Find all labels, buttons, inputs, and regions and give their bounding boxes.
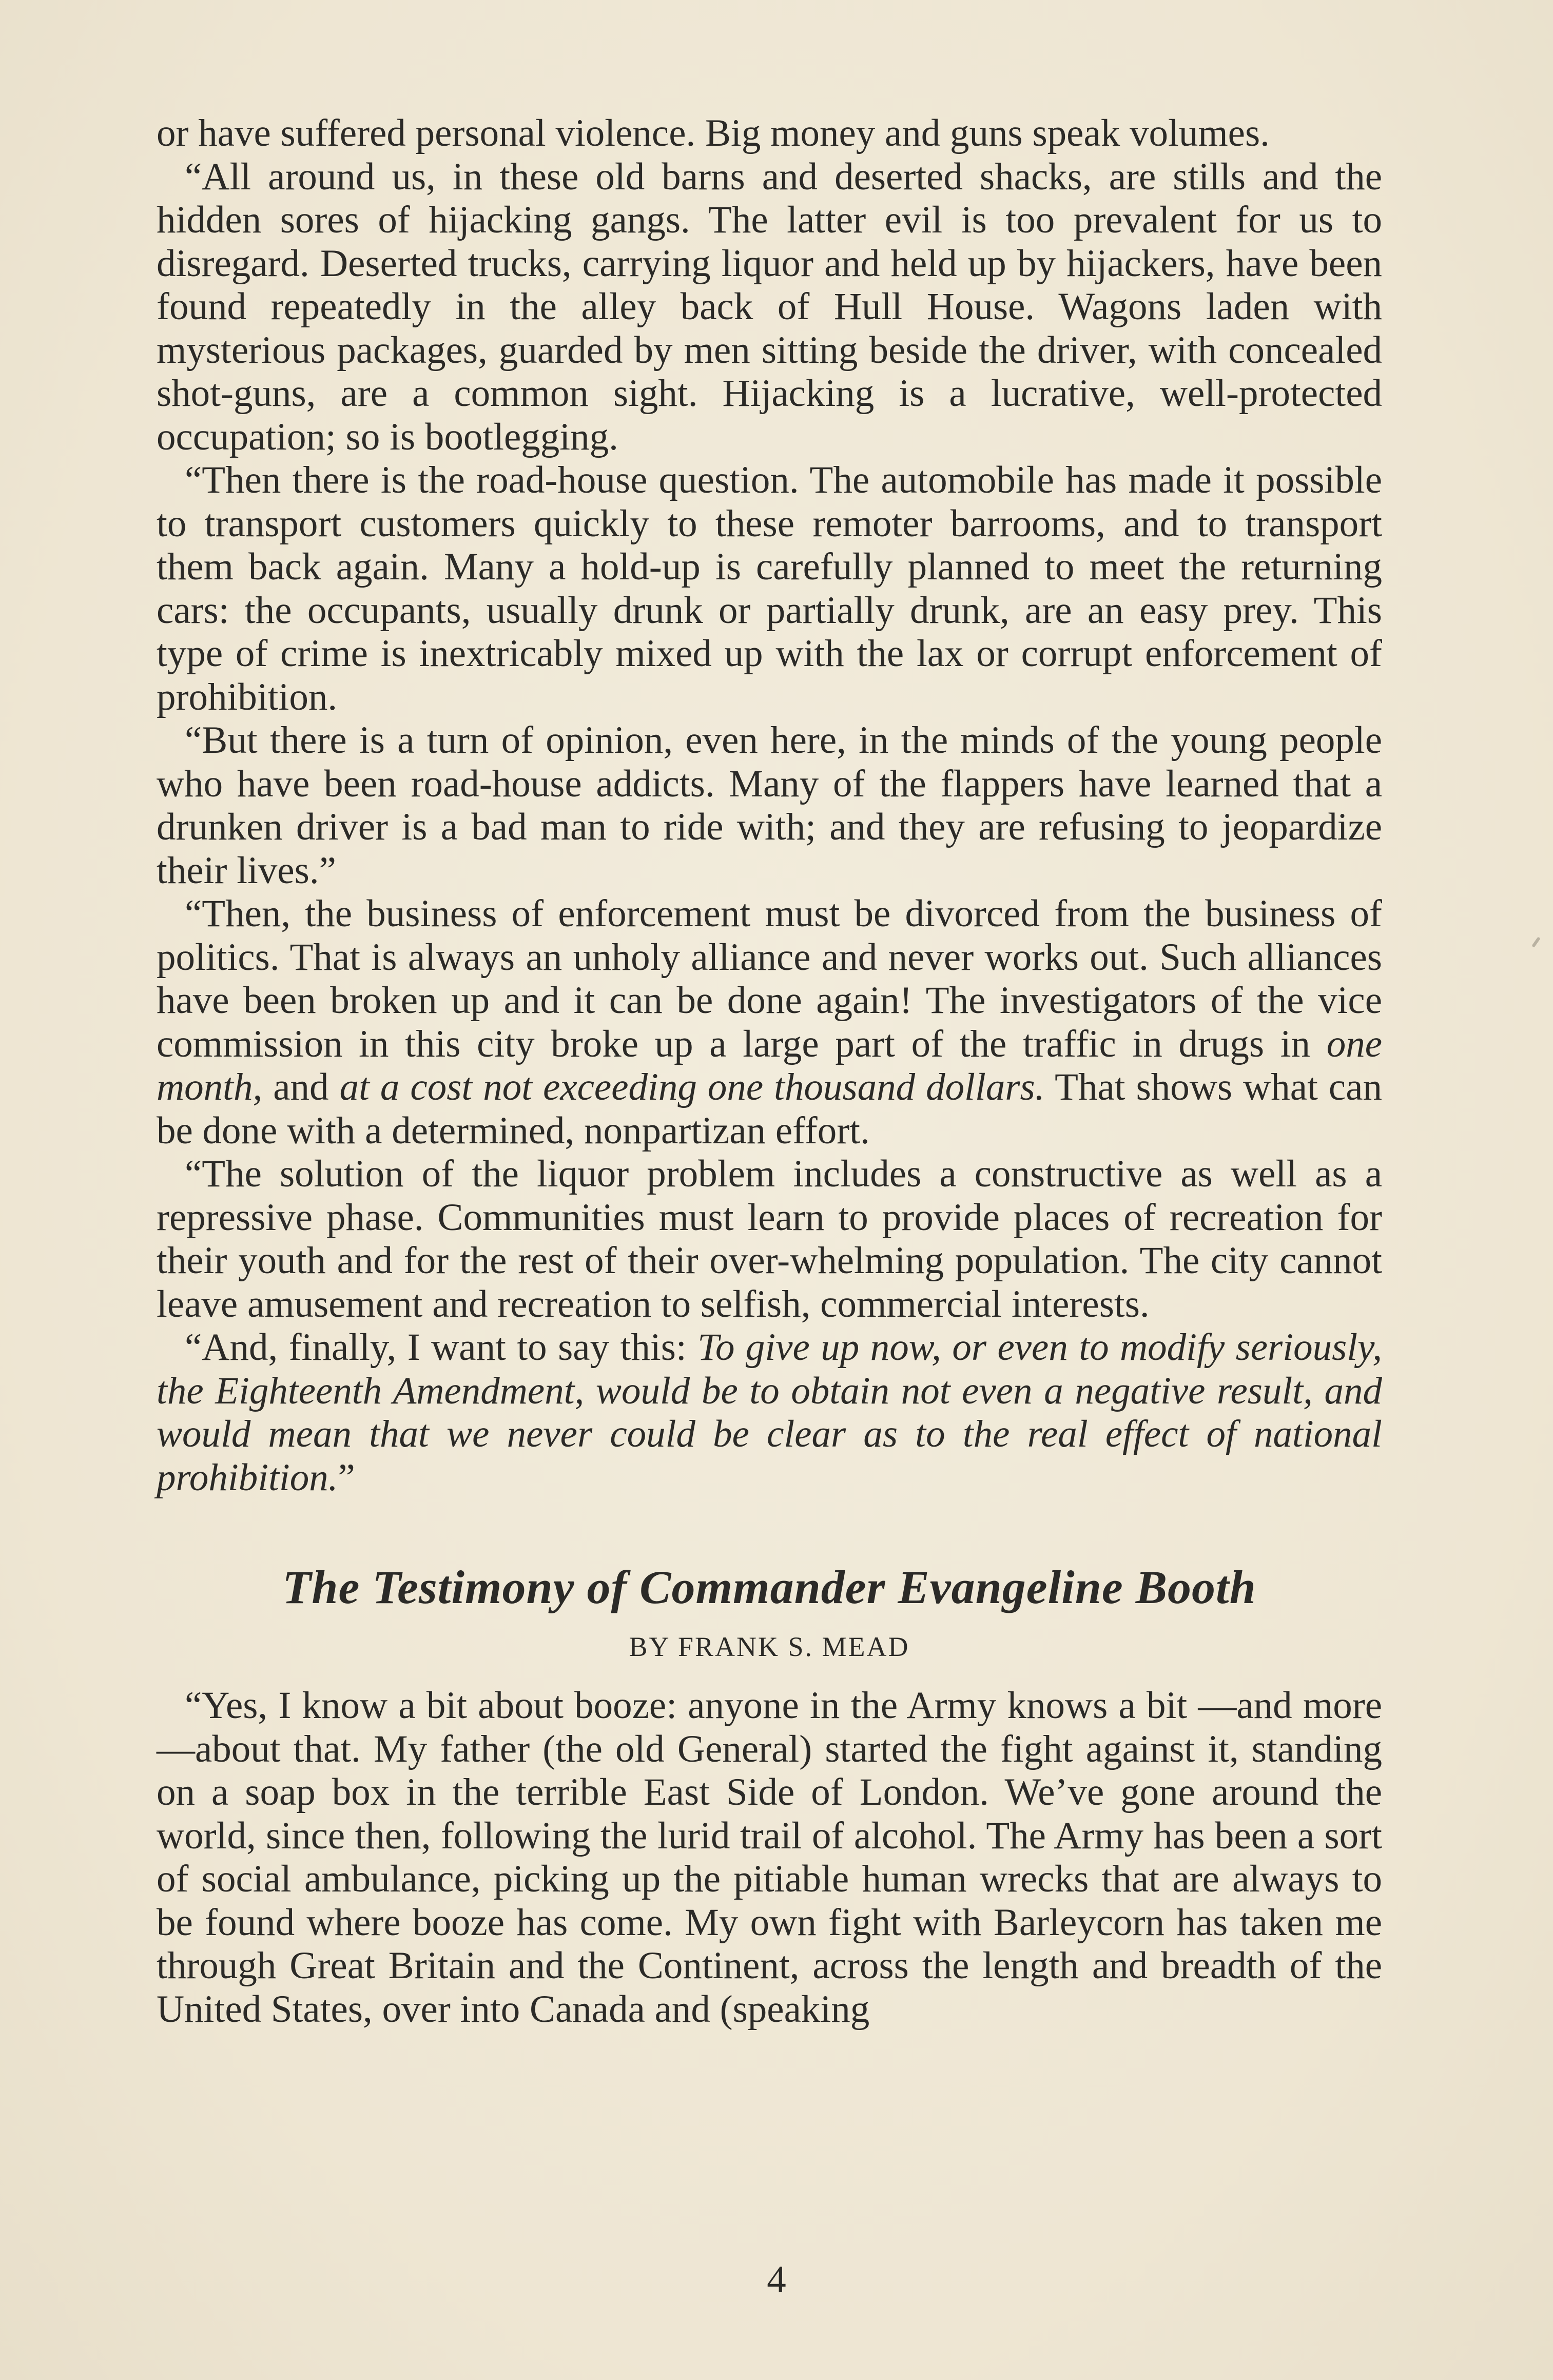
italic-text: To give up now, or even to modify seriously, the Eighteenth Amendment, would be to obtain not even a negative result, and would mean that we never could be clear as to the real effect of national prohibition. [157, 1326, 1382, 1499]
paragraph [157, 459, 1382, 719]
paper-mark [1531, 937, 1541, 947]
paragraph [157, 1326, 1382, 1499]
text-run: “Then there is the road-house question. The automobile has made it possible to transport customers quickly to these remoter barrooms, and to transport them back again. Many a hold-up is carefully planned to meet the returning cars: the occupants, usually drunk or partially drunk, are an easy prey. This type of crime is inextricably mixed up with the lax or corrupt enforcement of prohibition. [157, 459, 1382, 718]
paragraph [157, 155, 1382, 459]
paragraph [157, 1153, 1382, 1326]
section-byline: BY FRANK S. MEAD [629, 1631, 910, 1662]
body-text-bottom [157, 1684, 1382, 2031]
text-run: ” [338, 1456, 355, 1499]
body-text-top [157, 112, 1382, 1499]
text-run: That shows what can be done with a determined, nonpartizan effort. [157, 1066, 1382, 1152]
section-title: The Testimony of Commander Evangeline Booth [282, 1561, 1256, 1613]
text-run: or have suffered personal violence. Big money and guns speak volumes. [157, 112, 1270, 154]
paragraph [157, 1684, 1382, 2031]
page-number: 4 [767, 2258, 786, 2301]
text-column [157, 112, 1382, 2031]
text-run: “And, finally, I want to say this: [185, 1326, 698, 1369]
paragraph [157, 719, 1382, 892]
text-run: “But there is a turn of opinion, even here, in the minds of the young people who have been road-house addicts. Many of the flappers have learned that a drunken driver is a bad man to ride with; and they are refusing to jeopardize their lives.” [157, 719, 1382, 892]
text-run: and [262, 1066, 340, 1108]
text-run: “Then, the business of enforcement must be divorced from the business of politics. That is always an unholy alliance and never works out. Such alliances have been broken up and it can be done again! The investigators of the vice commission in this city broke up a large part of the traffic in drugs in [157, 892, 1382, 1065]
paragraph [157, 112, 1382, 155]
text-run: “Yes, I know a bit about booze: anyone in the Army knows a bit —and more—about that. My father (the old General) started the fight against it, standing on a soap box in the terrible East Side of London. We’ve gone around the world, since then, following the lurid trail of alcohol. The Army has been a sort of social ambulance, picking up the pitiable human wrecks that are always to be found where booze has come. My own fight with Barleycorn has taken me through Great Britain and the Continent, across the length and breadth of the United States, over into Canada and (speaking [157, 1684, 1382, 2031]
italic-text: at a cost not exceeding one thousand dollars. [339, 1066, 1045, 1108]
italic-text: one month, [157, 1022, 1382, 1108]
paragraph [157, 892, 1382, 1153]
text-run: “The solution of the liquor problem includes a constructive as well as a repressive phase. Communities must learn to provide places of recreation for their youth and for the rest of their over-whelming population. The city cannot leave amusement and recreation to selfish, commercial interests. [157, 1153, 1382, 1325]
text-run: “All around us, in these old barns and deserted shacks, are stills and the hidden sores of hijacking gangs. The latter evil is too prevalent for us to disregard. Deserted trucks, carrying liquor and held up by hijackers, have been found repeatedly in the alley back of Hull House. Wagons laden with mysterious packages, guarded by men sitting beside the driver, with concealed shot-guns, are a common sight. Hijacking is a lucrative, well-protected occupation; so is bootlegging. [157, 155, 1382, 458]
